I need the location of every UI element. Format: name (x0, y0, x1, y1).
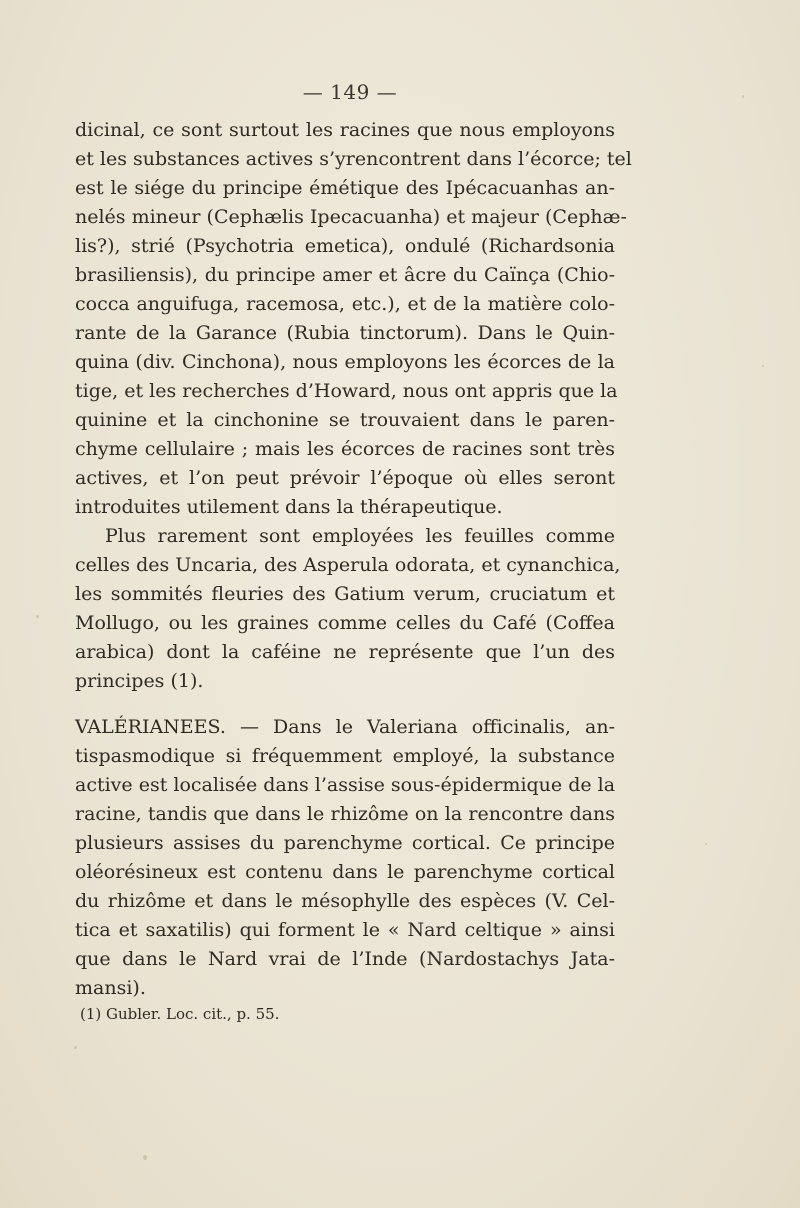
text-line: tica et saxatilis) qui forment le « Nard celtique » ainsi (75, 919, 615, 941)
text-line: que dans le Nard vrai de l’Inde (Nardostachys Jata- (75, 948, 615, 970)
text-line: oléorésineux est contenu dans le parenchyme cortical (75, 861, 615, 883)
text-line: quina (div. Cinchona), nous employons les écorces de la (75, 351, 615, 373)
text-line: tige, et les recherches d’Howard, nous ont appris que la (75, 380, 618, 402)
text-line: Mollugo, ou les graines comme celles du Café (Coffea (75, 612, 615, 634)
text-line: nelés mineur (Cephælis Ipecacuanha) et majeur (Cephæ- (75, 206, 627, 228)
text-line: chyme cellulaire ; mais les écorces de racines sont très (75, 438, 615, 460)
text-line: dicinal, ce sont surtout les racines que nous employons (75, 119, 615, 141)
text-line: cocca anguifuga, racemosa, etc.), et de la matière colo- (75, 293, 615, 315)
text-line: quinine et la cinchonine se trouvaient dans le paren- (75, 409, 615, 431)
text-line: plusieurs assises du parenchyme cortical. Ce principe (75, 832, 615, 854)
text-line: actives, et l’on peut prévoir l’époque où elles seront (75, 467, 615, 489)
text-line: active est localisée dans l’assise sous-épidermique de la (75, 774, 616, 796)
text-line: introduites utilement dans la thérapeutique. (75, 496, 503, 518)
text-line: tispasmodique si fréquemment employé, la substance (75, 745, 615, 767)
text-line: Plus rarement sont employées les feuilles comme (105, 525, 615, 547)
text-line: racine, tandis que dans le rhizôme on la rencontre dans (75, 803, 615, 825)
footnote: (1) Gubler. Loc. cit., p. 55. (80, 1005, 280, 1023)
text-line: du rhizôme et dans le mésophylle des espèces (V. Cel- (75, 890, 615, 912)
paper-speck (762, 365, 764, 367)
text-line: brasiliensis), du principe amer et âcre du Caïnça (Chio- (75, 264, 615, 286)
text-line: rante de la Garance (Rubia tinctorum). Dans le Quin- (75, 322, 615, 344)
paper-speck (74, 1046, 77, 1049)
text-line: est le siége du principe émétique des Ipécacuanhas an- (75, 177, 615, 199)
text-line: celles des Uncaria, des Asperula odorata, et cynanchica, (75, 554, 621, 576)
text-line: arabica) dont la caféine ne représente que l’un des (75, 641, 615, 663)
text-line: et les substances actives s’yrencontrent dans l’écorce; tel (75, 148, 632, 170)
paper-speck (143, 1155, 147, 1160)
text-line: principes (1). (75, 670, 204, 692)
paper-speck (36, 615, 39, 618)
section-heading-line: VALÉRIANEES. — Dans le Valeriana officinalis, an- (75, 716, 615, 738)
text-line: lis?), strié (Psychotria emetica), ondulé (Richardsonia (75, 235, 615, 257)
page-number: — 149 — (302, 80, 398, 104)
paper-speck (705, 843, 707, 845)
text-line: les sommités fleuries des Gatium verum, cruciatum et (75, 583, 615, 605)
paper-speck (742, 95, 744, 98)
text-line: mansi). (75, 977, 146, 999)
